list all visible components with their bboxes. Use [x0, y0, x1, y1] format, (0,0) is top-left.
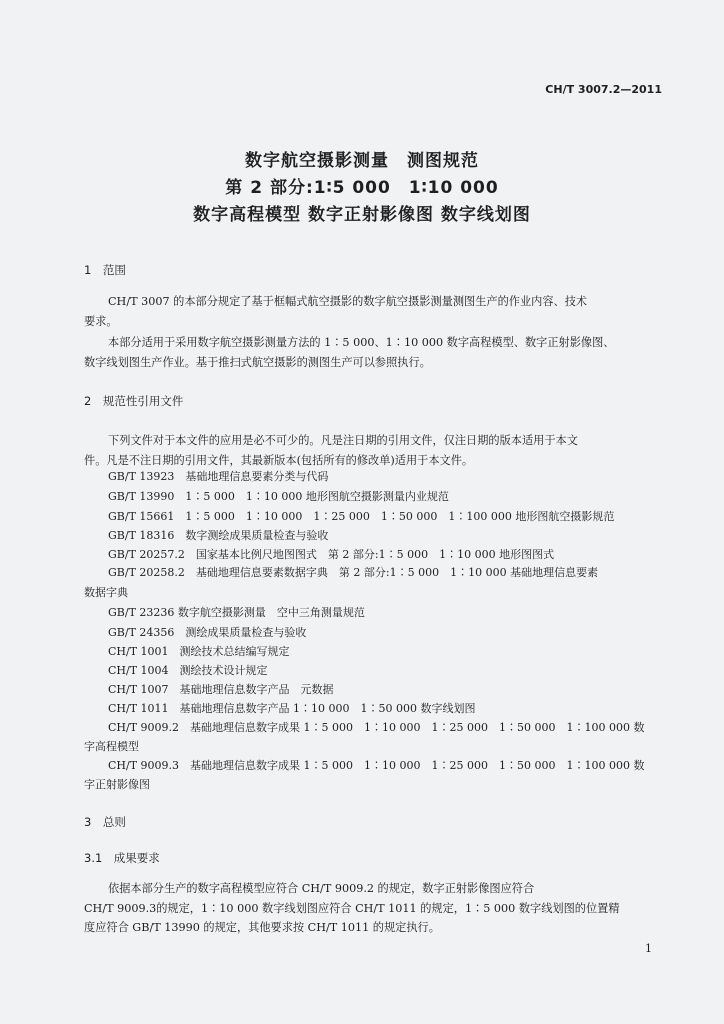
reference-item: GB/T 24356 测绘成果质量检查与验收: [108, 626, 307, 639]
page-number: 1: [645, 942, 652, 955]
title-line-2: 第 2 部分:1∶5 000 1∶10 000: [225, 178, 499, 198]
reference-item: CH/T 9009.2 基础地理信息数字成果 1∶5 000 1∶10 000 1∶25 000 1∶50 000 1∶100 000 数: [108, 721, 645, 734]
reference-item: CH/T 9009.3 基础地理信息数字成果 1∶5 000 1∶10 000 1∶25 000 1∶50 000 1∶100 000 数: [108, 759, 645, 772]
reference-item: GB/T 15661 1∶5 000 1∶10 000 1∶25 000 1∶50 000 1∶100 000 地形图航空摄影规范: [108, 510, 615, 523]
document-number: CH/T 3007.2—2011: [545, 83, 662, 96]
title-line-1: 数字航空摄影测量 测图规范: [245, 151, 479, 171]
reference-item: GB/T 20258.2 基础地理信息要素数据字典 第 2 部分:1∶5 000 1∶10 000 基础地理信息要素: [108, 566, 599, 579]
reference-item: CH/T 1001 测绘技术总结编写规定: [108, 645, 290, 658]
reference-item: CH/T 1004 测绘技术设计规定: [108, 664, 268, 677]
reference-item: GB/T 18316 数字测绘成果质量检查与验收: [108, 529, 329, 542]
reference-item-continued: 字正射影像图: [84, 778, 150, 791]
reference-item: GB/T 13923 基础地理信息要素分类与代码: [108, 470, 329, 483]
section-1-para2-line1: 本部分适用于采用数字航空摄影测量方法的 1∶5 000、1∶10 000 数字高程模型、数字正射影像图、: [108, 336, 615, 349]
section-3-1-heading: 3.1 成果要求: [84, 851, 160, 865]
section-2-intro-line1: 下列文件对于本文件的应用是必不可少的。凡是注日期的引用文件，仅注日期的版本适用于本文: [108, 434, 578, 447]
reference-item: GB/T 20257.2 国家基本比例尺地图图式 第 2 部分:1∶5 000 1∶10 000 地形图图式: [108, 548, 555, 561]
reference-item: CH/T 1011 基础地理信息数字产品 1∶10 000 1∶50 000 数字线划图: [108, 702, 476, 715]
section-1-para1-line2: 要求。: [84, 315, 118, 328]
section-2-intro-line2: 件。凡是不注日期的引用文件，其最新版本(包括所有的修改单)适用于本文件。: [84, 454, 474, 467]
section-3-1-para-line2: CH/T 9009.3的规定，1∶10 000 数字线划图应符合 CH/T 1011 的规定，1∶5 000 数字线划图的位置精: [84, 902, 620, 915]
section-1-para2-line2: 数字线划图生产作业。基于推扫式航空摄影的测图生产可以参照执行。: [84, 356, 431, 369]
reference-item: CH/T 1007 基础地理信息数字产品 元数据: [108, 683, 334, 696]
section-3-1-para-line3: 度应符合 GB/T 13990 的规定，其他要求按 CH/T 1011 的规定执行。: [84, 921, 440, 934]
reference-item: GB/T 13990 1∶5 000 1∶10 000 地形图航空摄影测量内业规范: [108, 490, 449, 503]
section-1-heading: 1 范围: [84, 263, 126, 277]
section-3-1-para-line1: 依据本部分生产的数字高程模型应符合 CH/T 9009.2 的规定，数字正射影像图应符合: [108, 882, 535, 895]
reference-item: GB/T 23236 数字航空摄影测量 空中三角测量规范: [108, 606, 365, 619]
section-3-heading: 3 总则: [84, 815, 126, 829]
reference-item-continued: 数据字典: [84, 586, 128, 599]
title-line-3: 数字高程模型 数字正射影像图 数字线划图: [193, 205, 531, 225]
section-2-heading: 2 规范性引用文件: [84, 394, 184, 408]
section-1-para1-line1: CH/T 3007 的本部分规定了基于框幅式航空摄影的数字航空摄影测量测图生产的作业内容、技术: [108, 295, 588, 308]
reference-item-continued: 字高程模型: [84, 740, 139, 753]
